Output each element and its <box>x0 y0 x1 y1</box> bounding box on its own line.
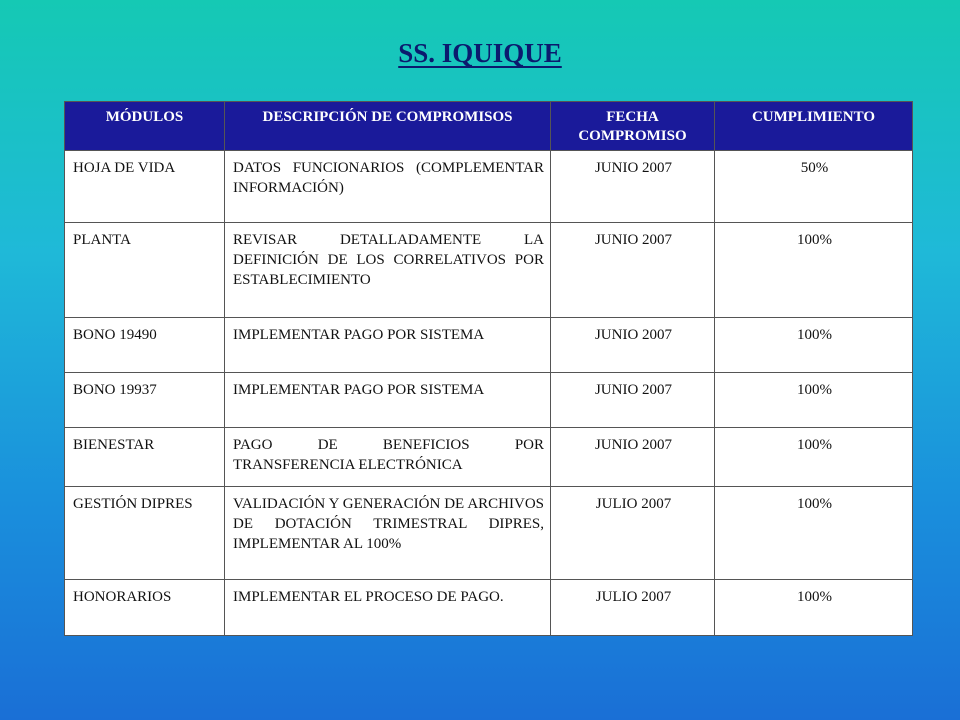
cell-modulo: HOJA DE VIDA <box>65 151 225 223</box>
cell-modulo: BONO 19937 <box>65 373 225 428</box>
cell-fecha: JUNIO 2007 <box>551 428 715 487</box>
page-title: SS. IQUIQUE <box>398 38 562 68</box>
commitments-table <box>64 101 913 636</box>
cell-descripcion: DATOS FUNCIONARIOS (COMPLEMENTAR INFORMACIÓN) <box>225 151 551 223</box>
cell-modulo: PLANTA <box>65 223 225 318</box>
cell-cumplimiento: 50% <box>715 151 913 223</box>
cell-modulo: BONO 19490 <box>65 318 225 373</box>
cell-cumplimiento: 100% <box>715 223 913 318</box>
cell-fecha: JULIO 2007 <box>551 487 715 580</box>
cell-cumplimiento: 100% <box>715 487 913 580</box>
table-row <box>65 223 913 318</box>
cell-modulo: BIENESTAR <box>65 428 225 487</box>
table-row <box>65 318 913 373</box>
cell-cumplimiento: 100% <box>715 428 913 487</box>
table-row <box>65 151 913 223</box>
cell-descripcion: PAGO DE BENEFICIOS POR TRANSFERENCIA ELECTRÓNICA <box>225 428 551 487</box>
table-row <box>65 373 913 428</box>
table-row <box>65 487 913 580</box>
cell-fecha: JUNIO 2007 <box>551 151 715 223</box>
cell-fecha: JULIO 2007 <box>551 580 715 636</box>
header-modulos: MÓDULOS <box>65 102 225 151</box>
cell-descripcion: IMPLEMENTAR PAGO POR SISTEMA <box>225 318 551 373</box>
cell-descripcion: REVISAR DETALLADAMENTE LA DEFINICIÓN DE LOS CORRELATIVOS POR ESTABLECIMIENTO <box>225 223 551 318</box>
cell-descripcion: IMPLEMENTAR EL PROCESO DE PAGO. <box>225 580 551 636</box>
table-header-row <box>65 102 913 151</box>
header-descripcion: DESCRIPCIÓN DE COMPROMISOS <box>225 102 551 151</box>
header-cumplimiento: CUMPLIMIENTO <box>715 102 913 151</box>
header-fecha: FECHA COMPROMISO <box>551 102 715 151</box>
cell-modulo: GESTIÓN DIPRES <box>65 487 225 580</box>
cell-cumplimiento: 100% <box>715 373 913 428</box>
cell-modulo: HONORARIOS <box>65 580 225 636</box>
cell-descripcion: IMPLEMENTAR PAGO POR SISTEMA <box>225 373 551 428</box>
cell-fecha: JUNIO 2007 <box>551 373 715 428</box>
table-row <box>65 428 913 487</box>
cell-cumplimiento: 100% <box>715 318 913 373</box>
table-row <box>65 580 913 636</box>
cell-descripcion: VALIDACIÓN Y GENERACIÓN DE ARCHIVOS DE DOTACIÓN TRIMESTRAL DIPRES, IMPLEMENTAR AL 100% <box>225 487 551 580</box>
cell-cumplimiento: 100% <box>715 580 913 636</box>
cell-fecha: JUNIO 2007 <box>551 318 715 373</box>
cell-fecha: JUNIO 2007 <box>551 223 715 318</box>
